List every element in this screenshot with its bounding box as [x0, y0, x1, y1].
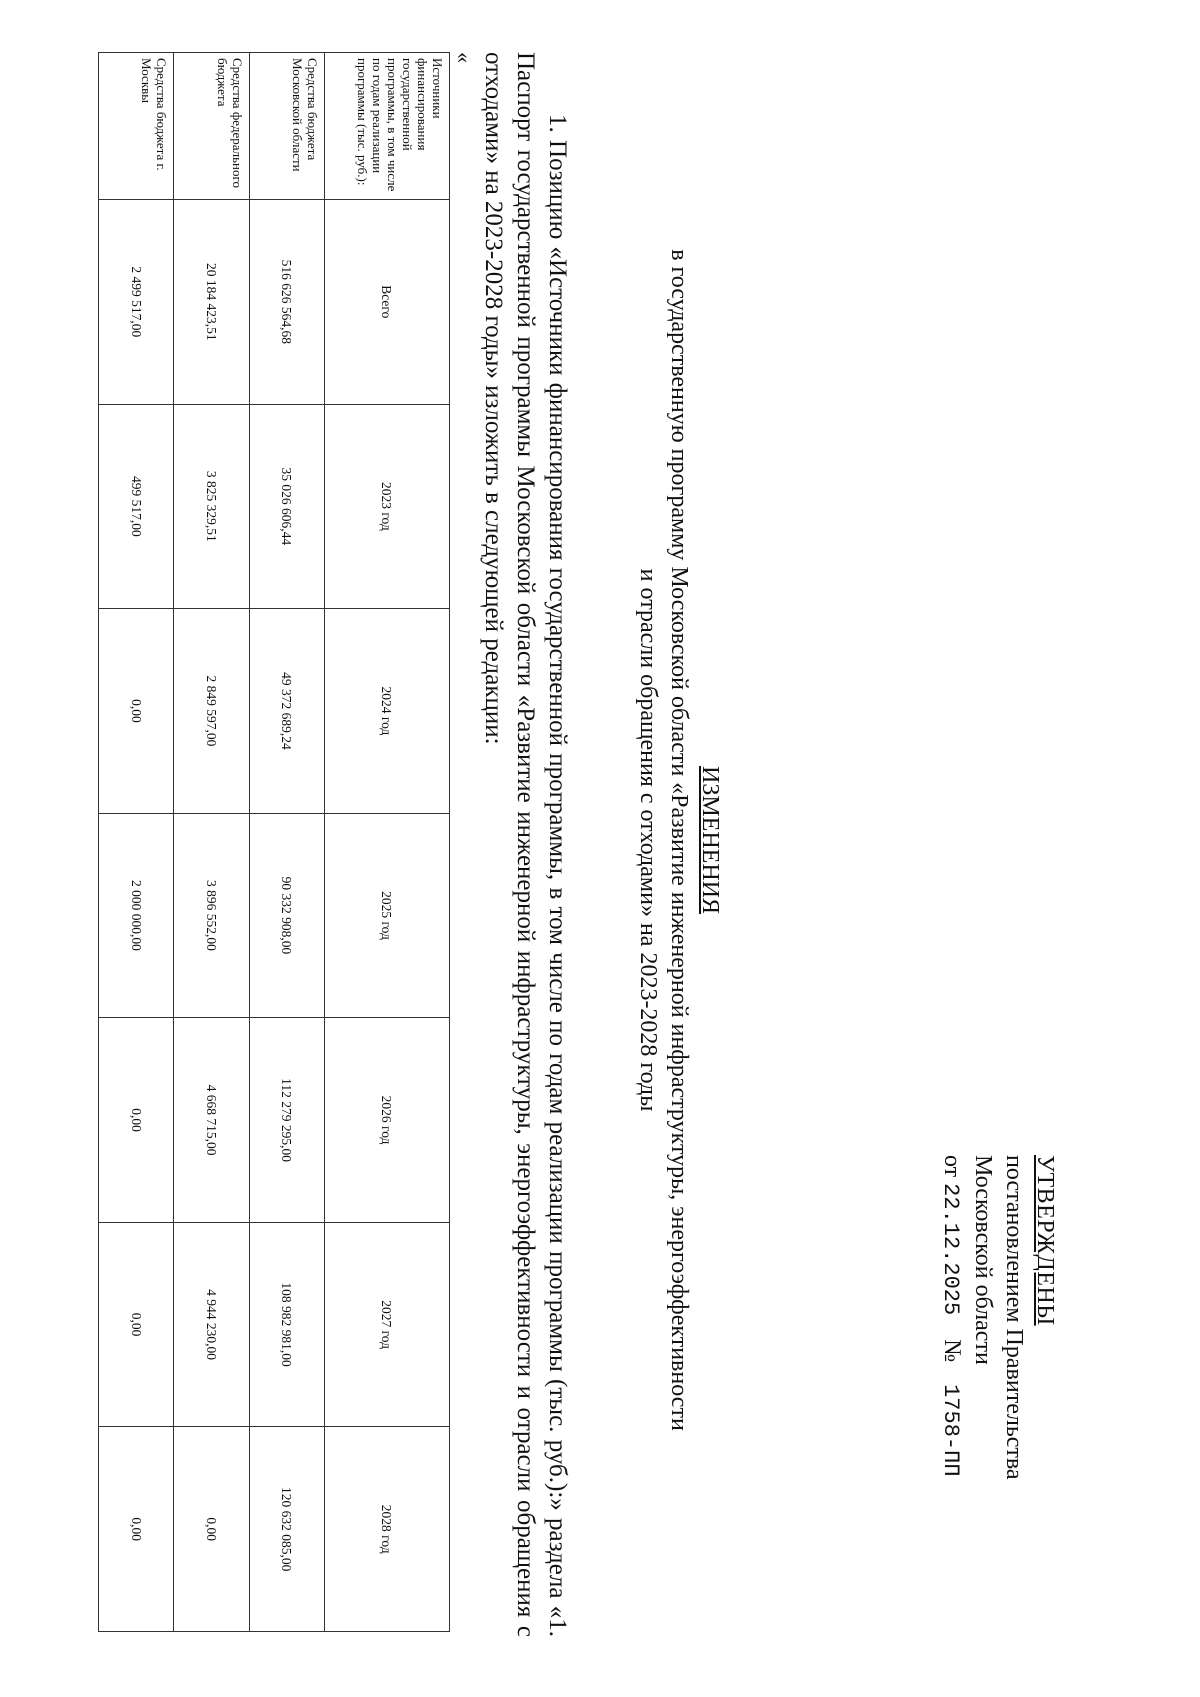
- value-cell: 120 632 085,00: [249, 1427, 324, 1632]
- value-cell: 499 517,00: [99, 404, 174, 609]
- value-cell: 516 626 564,68: [249, 200, 324, 405]
- value-cell: 35 026 606,44: [249, 404, 324, 609]
- column-header: 2024 год: [325, 609, 450, 814]
- approval-number-sign: №: [939, 1339, 965, 1363]
- approval-date-line: [935, 1155, 967, 1615]
- value-cell: 2 849 597,00: [174, 609, 249, 814]
- value-cell: 0,00: [99, 609, 174, 814]
- value-cell: 108 982 981,00: [249, 1222, 324, 1427]
- value-cell: 49 372 689,24: [249, 609, 324, 814]
- heading-line-1: в государственную программу Московской области «Развитие инженерной инфраструктуры, энергоэффективности: [666, 249, 692, 1431]
- row-label-cell: Средства бюджета г. Москвы: [99, 53, 174, 200]
- value-cell: 3 825 329,51: [174, 404, 249, 609]
- value-cell: 112 279 295,00: [249, 1018, 324, 1223]
- value-cell: 2 000 000,00: [99, 813, 174, 1018]
- table-header-row: [325, 53, 450, 1632]
- value-cell: 0,00: [99, 1222, 174, 1427]
- paragraph-text: 1. Позицию «Источники финансирования государственной программы, в том числе по годам реализации программы (тыс. руб.):» раздела «1. Паспорт государственной программы Московской области «Развитие инженерной инфраструктуры, энергоэффективности и отрасли обращения с отходами» на 2023-2028 годы» изложить в следующей редакции:: [480, 52, 571, 1637]
- column-header: 2027 год: [325, 1222, 450, 1427]
- column-header: 2026 год: [325, 1018, 450, 1223]
- row-label-cell: Средства бюджета Московской области: [249, 53, 324, 200]
- value-cell: 0,00: [99, 1427, 174, 1632]
- value-cell: 0,00: [99, 1018, 174, 1223]
- value-cell: 90 332 908,00: [249, 813, 324, 1018]
- approval-number: 1758-ПП: [938, 1384, 963, 1477]
- heading-line-2: и отрасли обращения с отходами» на 2023-2028 годы: [635, 568, 661, 1112]
- document-heading: [632, 60, 725, 1620]
- value-cell: 3 896 552,00: [174, 813, 249, 1018]
- value-cell: 0,00: [174, 1427, 249, 1632]
- approval-title: УТВЕРЖДЕНЫ: [1032, 1155, 1058, 1326]
- table-row: [249, 53, 324, 1632]
- value-cell: 2 499 517,00: [99, 200, 174, 405]
- approval-date-prefix: от: [939, 1155, 965, 1178]
- column-header: 2028 год: [325, 1427, 450, 1632]
- approval-date: 22.12.2025: [938, 1183, 963, 1316]
- value-cell: 4 668 715,00: [174, 1018, 249, 1223]
- column-header: Всего: [325, 200, 450, 405]
- value-cell: 4 944 230,00: [174, 1222, 249, 1427]
- approval-stamp: [935, 1155, 1060, 1615]
- body-paragraph: [477, 52, 573, 1637]
- approval-line-1: постановлением Правительства: [1001, 1155, 1027, 1480]
- financing-table: [98, 52, 450, 1632]
- row-label-cell: Средства федерального бюджета: [174, 53, 249, 200]
- value-cell: 20 184 423,51: [174, 200, 249, 405]
- column-header: 2025 год: [325, 813, 450, 1018]
- heading-title: ИЗМЕНЕНИЯ: [697, 765, 723, 915]
- table-row: [174, 53, 249, 1632]
- open-quote: «: [452, 52, 477, 63]
- header-label-cell: Источники финансирования государственной программы, в том числе по годам реализации программы (тыс. руб.):: [325, 53, 450, 200]
- column-header: 2023 год: [325, 404, 450, 609]
- table-row: [99, 53, 174, 1632]
- approval-line-2: Московской области: [970, 1155, 996, 1365]
